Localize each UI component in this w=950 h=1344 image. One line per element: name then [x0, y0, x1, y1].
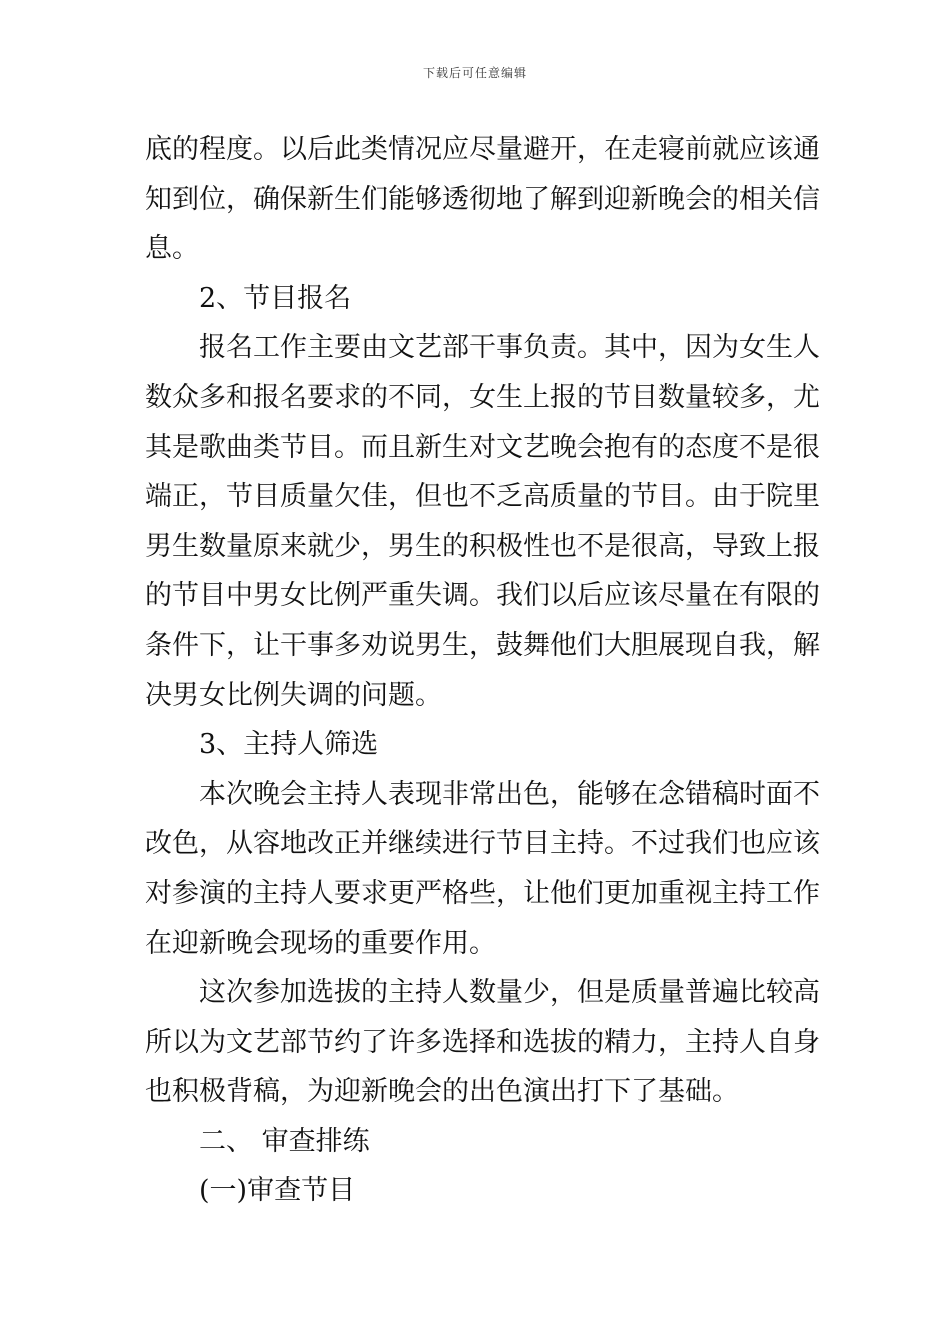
text-line: (一)审查节目 [199, 1175, 356, 1207]
text-line: 息。 [145, 233, 199, 265]
paragraph [145, 323, 820, 373]
page-header: 下载后可任意编辑 [422, 66, 527, 80]
text-line: 所以为文艺部节约了许多选择和选拔的精力，主持人自身 [145, 1026, 820, 1058]
paragraph-continuation [145, 819, 820, 968]
text-line: 改色，从容地改正并继续进行节目主持。不过我们也应该 [145, 828, 820, 860]
section-heading [145, 720, 815, 770]
paragraph-continuation [145, 373, 820, 720]
text-line: 二、 审查排练 [199, 1125, 370, 1157]
text-line: 3、主持人筛选 [199, 729, 379, 761]
section-heading [145, 274, 815, 324]
document-body [145, 125, 820, 1216]
paragraph [145, 968, 820, 1018]
text-line: 对参演的主持人要求更严格些，让他们更加重视主持工作 [145, 877, 820, 909]
text-line: 知到位，确保新生们能够透彻地了解到迎新晚会的相关信 [145, 183, 820, 215]
paragraph [145, 125, 820, 274]
text-line: 决男女比例失调的问题。 [145, 679, 442, 711]
text-line: 这次参加选拔的主持人数量少，但是质量普遍比较高 [199, 977, 820, 1009]
text-line: 本次晚会主持人表现非常出色，能够在念错稿时面不 [199, 778, 820, 810]
text-line: 条件下，让干事多劝说男生，鼓舞他们大胆展现自我，解 [145, 629, 820, 661]
text-line: 报名工作主要由文艺部干事负责。其中，因为女生人 [199, 332, 820, 364]
text-line: 也积极背稿，为迎新晚会的出色演出打下了基础。 [145, 1076, 739, 1108]
text-line: 底的程度。以后此类情况应尽量避开，在走寝前就应该通 [145, 134, 820, 165]
paragraph [145, 770, 820, 820]
subsection-heading [145, 1166, 815, 1216]
section-heading [145, 1117, 815, 1167]
text-line: 男生数量原来就少，男生的积极性也不是很高，导致上报 [145, 530, 820, 562]
text-line: 在迎新晚会现场的重要作用。 [145, 927, 496, 959]
text-line: 数众多和报名要求的不同，女生上报的节目数量较多，尤 [145, 381, 820, 413]
text-line: 端正，节目质量欠佳，但也不乏高质量的节目。由于院里 [145, 481, 820, 513]
paragraph-continuation [145, 1018, 820, 1117]
text-line: 2、节目报名 [199, 282, 352, 314]
text-line: 的节目中男女比例严重失调。我们以后应该尽量在有限的 [145, 580, 820, 612]
text-line: 其是歌曲类节目。而且新生对文艺晚会抱有的态度不是很 [145, 431, 820, 463]
